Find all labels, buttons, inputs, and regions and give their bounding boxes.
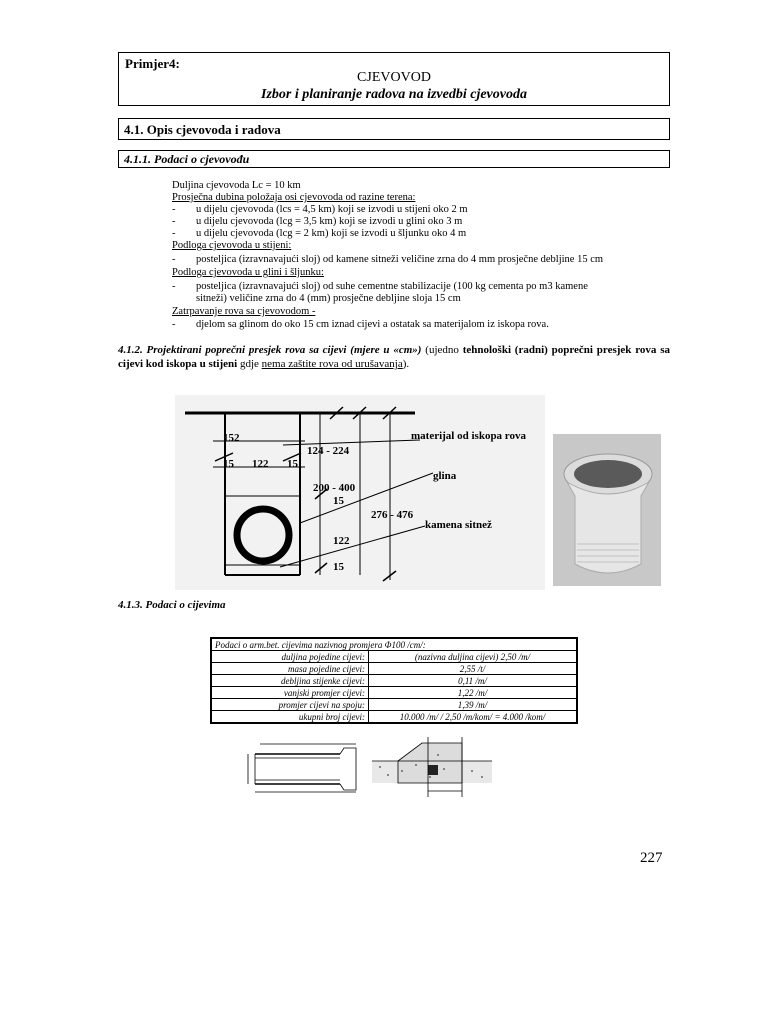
concrete-pipe-photo bbox=[553, 434, 661, 586]
row-label: ukupni broj cijevi: bbox=[211, 711, 369, 724]
section-title: 4.1. Opis cjevovoda i radova bbox=[124, 122, 281, 137]
desc-clay-bedding-2: sitneži) veličine zrna do 4 (mm) prosječne debljine sloja 15 cm bbox=[196, 293, 461, 304]
dim-15-right: 15 bbox=[287, 458, 298, 470]
paragraph-bold-text: tehnološki (radni) poprečni presjek rova sa cijevi kod iskopa u stijeni bbox=[118, 344, 671, 370]
table-row bbox=[211, 711, 577, 724]
dim-276-476: 276 - 476 bbox=[371, 509, 414, 521]
page-number: 227 bbox=[640, 850, 663, 866]
section-4-1-2-paragraph bbox=[118, 343, 670, 371]
row-label: masa pojedine cijevi: bbox=[211, 663, 369, 675]
row-value: 10.000 /m/ / 2,50 /m/kom/ = 4.000 /kom/ bbox=[369, 711, 578, 724]
label-stone-chippings: kamena sitnež bbox=[425, 519, 492, 531]
subsection-title: 4.1.1. Podaci o cjevovođu bbox=[124, 152, 250, 166]
label-clay: glina bbox=[433, 470, 457, 482]
paragraph-text: (ujedno bbox=[425, 344, 459, 356]
dim-122-width: 122 bbox=[252, 458, 269, 470]
desc-clay-bedding-1: posteljica (izravnavajući sloj) od suhe cementne stabilizacije (100 kg cementa po m3 kamene bbox=[196, 281, 588, 292]
bullet-dash: - bbox=[172, 281, 176, 292]
section-heading-4-1 bbox=[118, 118, 670, 140]
table-row bbox=[211, 651, 577, 663]
desc-depth-clay: u dijelu cjevovoda (lcg = 3,5 km) koji se izvodi u glini oko 3 m bbox=[196, 216, 463, 227]
row-label: debljina stijenke cijevi: bbox=[211, 675, 369, 687]
bullet-dash: - bbox=[172, 216, 176, 227]
header-box bbox=[118, 52, 670, 106]
table-row bbox=[211, 699, 577, 711]
desc-depth-gravel: u dijelu cjevovoda (lcg = 2 km) koji se izvodi u šljunku oko 4 m bbox=[196, 228, 467, 239]
section-4-1-3-title: 4.1.3. Podaci o cijevima bbox=[118, 599, 226, 611]
document-title: CJEVOVOD bbox=[357, 70, 431, 85]
table-header-cell: Podaci o arm.bet. cijevima nazivnog promjera Φ100 /cm/: bbox=[211, 638, 577, 651]
row-label: promjer cijevi na spoju: bbox=[211, 699, 369, 711]
row-value: 2,55 /t/ bbox=[369, 663, 578, 675]
bullet-dash: - bbox=[172, 254, 176, 265]
dim-15-cover: 15 bbox=[333, 495, 344, 507]
row-value: 0,11 /m/ bbox=[369, 675, 578, 687]
dim-122-height: 122 bbox=[333, 535, 350, 547]
paragraph-text: gdje bbox=[239, 358, 259, 370]
table-row bbox=[211, 687, 577, 699]
table-header-row bbox=[211, 638, 577, 651]
desc-depth-rock: u dijelu cjevovoda (lcs = 4,5 km) koji se izvodi u stijeni oko 2 m bbox=[196, 204, 468, 215]
row-value: 1,39 /m/ bbox=[369, 699, 578, 711]
bullet-dash: - bbox=[172, 228, 176, 239]
dim-152: 152 bbox=[223, 432, 240, 444]
section-heading-4-1-1 bbox=[118, 150, 670, 168]
pipe-data-table bbox=[210, 637, 578, 724]
dim-15-bedding: 15 bbox=[333, 561, 344, 573]
paragraph-text: ). bbox=[402, 358, 410, 370]
desc-rock-bedding: posteljica (izravnavajući sloj) od kamene sitneži veličine zrna do 4 mm prosječne debljine 15 cm bbox=[196, 254, 604, 265]
trench-cross-section-figure bbox=[175, 395, 545, 590]
table-row bbox=[211, 675, 577, 687]
desc-backfill-heading: Zatrpavanje rova sa cjevovodom - bbox=[172, 306, 316, 317]
pipe-trench-section-drawing bbox=[372, 735, 492, 797]
row-value: 1,22 /m/ bbox=[369, 687, 578, 699]
document-subtitle: Izbor i planiranje radova na izvedbi cjevovoda bbox=[261, 87, 527, 102]
paragraph-underlined-text: nema zaštite rova od urušavanja bbox=[261, 358, 403, 370]
desc-backfill: djelom sa glinom do oko 15 cm iznad cijevi a ostatak sa materijalom iz iskopa rova. bbox=[196, 319, 549, 330]
desc-rock-base-heading: Podloga cjevovoda u stijeni: bbox=[172, 240, 292, 251]
section-4-1-2-title: 4.1.2. Projektirani poprečni presjek rova sa cijevi (mjere u «cm») bbox=[118, 344, 422, 356]
row-label: vanjski promjer cijevi: bbox=[211, 687, 369, 699]
bullet-dash: - bbox=[172, 319, 176, 330]
table-row bbox=[211, 663, 577, 675]
desc-depth-heading: Prosječna dubina položaja osi cjevovoda od razine terena: bbox=[172, 192, 416, 203]
row-label: duljina pojedine cijevi: bbox=[211, 651, 369, 663]
dim-15-left: 15 bbox=[223, 458, 234, 470]
desc-length: Duljina cjevovoda Lc = 10 km bbox=[172, 180, 301, 191]
example-label: Primjer4: bbox=[125, 56, 180, 71]
bullet-dash: - bbox=[172, 204, 176, 215]
pipe-side-view-drawing bbox=[240, 740, 360, 795]
dim-124-224: 124 - 224 bbox=[307, 445, 350, 457]
desc-clay-base-heading: Podloga cjevovoda u glini i šljunku: bbox=[172, 267, 324, 278]
dim-200-400: 200 - 400 bbox=[313, 482, 356, 494]
row-value: (nazivna duljina cijevi) 2,50 /m/ bbox=[369, 651, 578, 663]
label-excavated-material: materijal od iskopa rova bbox=[411, 430, 526, 442]
